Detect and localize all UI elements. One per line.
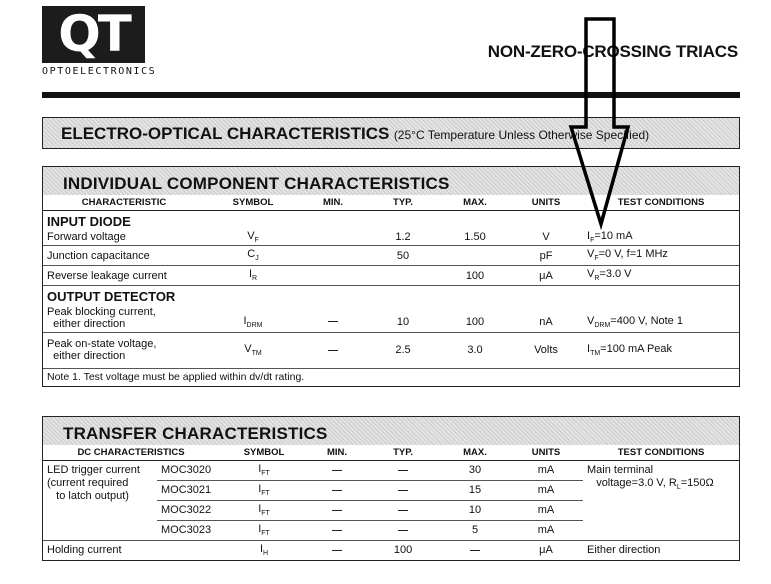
company-logo xyxy=(42,5,157,77)
individual-table xyxy=(43,195,739,386)
row-symbol: $I_{FT}$ xyxy=(219,520,309,540)
row-max xyxy=(441,246,509,266)
table-header xyxy=(43,445,739,460)
row-min xyxy=(301,304,365,332)
row-symbol: $V_F$ xyxy=(205,229,301,246)
transfer-table xyxy=(43,445,739,560)
row-min xyxy=(301,266,365,286)
row-max: 10 xyxy=(441,500,509,520)
col-min: MIN. xyxy=(309,445,365,460)
row-condition: $V_{DRM}=400$ V, Note 1 xyxy=(583,304,739,332)
row-units: μA xyxy=(539,544,553,557)
part-number: MOC3020 xyxy=(157,460,219,480)
row-min xyxy=(309,480,365,500)
col-max: MAX. xyxy=(441,195,509,210)
row-min xyxy=(309,540,365,560)
row-name: Peak on-state voltage, either direction xyxy=(43,332,205,368)
col-dc-characteristics: DC CHARACTERISTICS xyxy=(43,445,219,460)
row-typ xyxy=(365,520,441,540)
row-condition: Either direction xyxy=(587,544,661,557)
row-max: 30 xyxy=(441,460,509,480)
row-units: pF xyxy=(509,246,583,266)
banner-title: ELECTRO-OPTICAL CHARACTERISTICS xyxy=(61,124,390,143)
table-row xyxy=(43,229,739,246)
row-units: mA xyxy=(509,500,583,520)
col-characteristic: CHARACTERISTIC xyxy=(43,195,205,210)
row-typ: 10 xyxy=(365,304,441,332)
table-row xyxy=(43,304,739,332)
row-condition: $V_F=0$ V, f=1 MHz xyxy=(583,246,739,266)
row-units: V xyxy=(509,229,583,246)
trigger-label: LED trigger current (current required to latch output) xyxy=(43,460,157,540)
row-typ: 50 xyxy=(365,246,441,266)
individual-component-section xyxy=(42,166,740,387)
row-min xyxy=(301,332,365,368)
row-units: mA xyxy=(509,520,583,540)
row-min xyxy=(309,520,365,540)
row-typ xyxy=(365,460,441,480)
row-symbol: $V_{TM}$ xyxy=(205,332,301,368)
row-typ: 1.2 xyxy=(365,229,441,246)
col-min: MIN. xyxy=(301,195,365,210)
electro-optical-banner xyxy=(42,117,740,149)
row-min xyxy=(309,460,365,480)
row-max: 100 xyxy=(441,304,509,332)
row-units: Volts xyxy=(509,332,583,368)
row-max: 5 xyxy=(441,520,509,540)
part-number: MOC3022 xyxy=(157,500,219,520)
row-typ: 100 xyxy=(393,544,413,557)
row-units: mA xyxy=(509,460,583,480)
table-row xyxy=(43,540,739,560)
banner-condition: (25°C Temperature Unless Otherwise Specified) xyxy=(393,128,650,142)
row-symbol: $C_J$ xyxy=(205,246,301,266)
trigger-condition: Main terminal voltage=3.0 V, $R_L=150\Omega$ xyxy=(583,460,739,540)
col-max: MAX. xyxy=(441,445,509,460)
row-units: mA xyxy=(509,480,583,500)
row-condition: $I_F=10$ mA xyxy=(583,229,739,246)
col-units: UNITS xyxy=(509,445,583,460)
row-typ xyxy=(365,266,441,286)
col-symbol: SYMBOL xyxy=(219,445,309,460)
logo-subtitle: OPTOELECTRONICS xyxy=(42,66,157,77)
row-max: 100 xyxy=(441,266,509,286)
col-typ: TYP. xyxy=(365,445,441,460)
row-min xyxy=(301,229,365,246)
holding-name: Holding current xyxy=(47,544,122,557)
row-name: Peak blocking current, either direction xyxy=(43,304,205,332)
group-output-detector: OUTPUT DETECTOR xyxy=(47,289,176,304)
row-typ: 2.5 xyxy=(365,332,441,368)
section-title: INDIVIDUAL COMPONENT CHARACTERISTICS xyxy=(43,167,739,195)
col-typ: TYP. xyxy=(365,195,441,210)
logo-mark: QT xyxy=(42,6,145,63)
row-symbol: $I_{FT}$ xyxy=(219,460,309,480)
table-row xyxy=(43,332,739,368)
col-test-conditions: TEST CONDITIONS xyxy=(583,445,739,460)
row-condition: $I_{TM}=100$ mA Peak xyxy=(583,332,739,368)
row-name: Junction capacitance xyxy=(43,246,205,266)
row-name: Forward voltage xyxy=(43,229,205,246)
row-typ xyxy=(365,500,441,520)
document-title: NON-ZERO-CROSSING TRIACS xyxy=(487,42,738,61)
row-symbol: $I_{DRM}$ xyxy=(205,304,301,332)
row-max xyxy=(441,540,509,560)
row-symbol: $I_{FT}$ xyxy=(219,480,309,500)
header-rule xyxy=(42,92,740,98)
row-symbol: $I_{FT}$ xyxy=(219,500,309,520)
part-number: MOC3023 xyxy=(157,520,219,540)
row-typ xyxy=(365,480,441,500)
row-min xyxy=(309,500,365,520)
table-header xyxy=(43,195,739,210)
table-row xyxy=(43,266,739,286)
table-row xyxy=(43,460,739,480)
col-symbol: SYMBOL xyxy=(205,195,301,210)
row-units: μA xyxy=(509,266,583,286)
col-test-conditions: TEST CONDITIONS xyxy=(583,195,739,210)
row-units: nA xyxy=(509,304,583,332)
table-note: Note 1. Test voltage must be applied within dv/dt rating. xyxy=(47,371,305,384)
section-title: TRANSFER CHARACTERISTICS xyxy=(43,417,739,445)
part-number: MOC3021 xyxy=(157,480,219,500)
transfer-section xyxy=(42,416,740,561)
row-max: 15 xyxy=(441,480,509,500)
row-symbol: $I_R$ xyxy=(205,266,301,286)
col-units: UNITS xyxy=(509,195,583,210)
group-input-diode: INPUT DIODE xyxy=(47,213,131,229)
row-symbol: $I_H$ xyxy=(259,543,269,558)
table-row xyxy=(43,246,739,266)
row-condition: $V_R=3.0$ V xyxy=(583,266,739,286)
row-min xyxy=(301,246,365,266)
row-max: 1.50 xyxy=(441,229,509,246)
row-max: 3.0 xyxy=(441,332,509,368)
row-name: Reverse leakage current xyxy=(43,266,205,286)
